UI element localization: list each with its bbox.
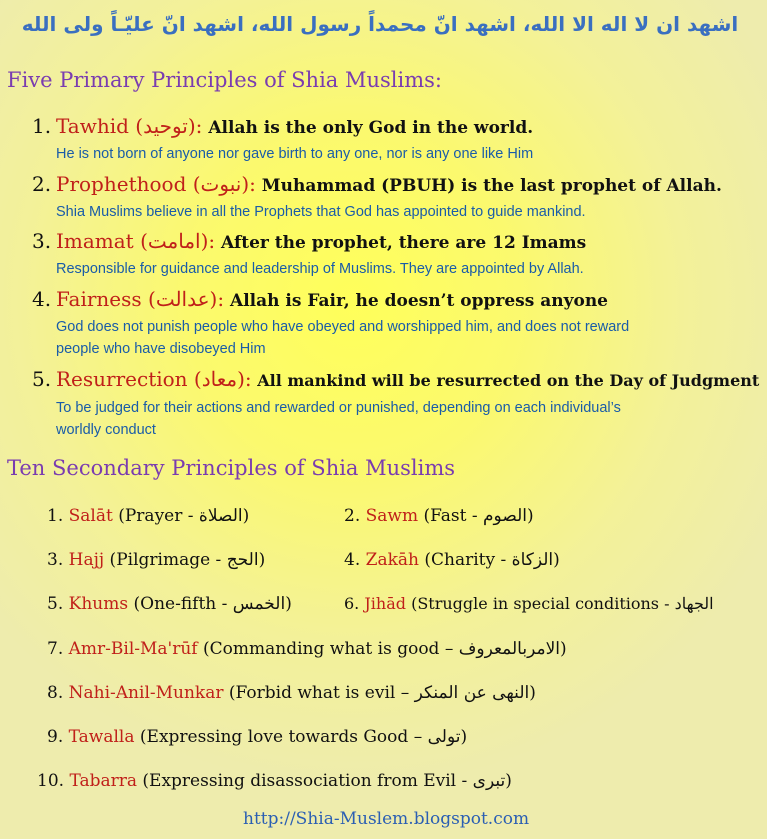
principle-description: (Struggle in special conditions - الجهاد bbox=[405, 594, 714, 613]
secondary-item-zakah bbox=[344, 550, 560, 570]
primary-subtext-prophethood: Shia Muslims believe in all the Prophets that God has appointed to guide mankind. bbox=[56, 204, 586, 220]
item-number: 4. bbox=[344, 550, 361, 570]
principle-name: Sawm bbox=[365, 506, 419, 526]
item-number: 1. bbox=[47, 506, 64, 526]
secondary-item-tawalla bbox=[47, 727, 467, 747]
item-number: 2. bbox=[32, 172, 52, 196]
primary-principles-title: Five Primary Principles of Shia Muslims: bbox=[7, 68, 442, 92]
primary-subtext-resurrection-cont: worldly conduct bbox=[56, 422, 156, 438]
item-number: 4. bbox=[32, 287, 52, 311]
principle-description: (One-fifth - الخمس) bbox=[128, 594, 292, 614]
principle-description: (Forbid what is evil – النهى عن المنكر) bbox=[223, 683, 536, 703]
principle-name: Hajj bbox=[68, 550, 105, 570]
secondary-item-jihad bbox=[344, 594, 714, 613]
blog-url-link[interactable]: http://Shia-Muslem.blogspot.com bbox=[243, 809, 530, 829]
principle-description: (Pilgrimage - الحج) bbox=[104, 550, 266, 570]
primary-item-resurrection bbox=[32, 367, 759, 391]
principle-name: Amr-Bil-Ma'rūf bbox=[68, 639, 198, 659]
primary-subtext-fairness-cont: people who have disobeyed Him bbox=[56, 341, 266, 357]
principle-description: (Expressing disassociation from Evil - تبرى) bbox=[137, 771, 512, 791]
principle-description: Muhammad (PBUH) is the last prophet of Allah. bbox=[255, 176, 722, 196]
item-number: 10. bbox=[37, 771, 65, 791]
item-number: 5. bbox=[47, 594, 64, 614]
secondary-item-nahi-anil-munkar bbox=[47, 683, 536, 703]
item-number: 8. bbox=[47, 683, 64, 703]
principle-name: Tawalla bbox=[68, 727, 135, 747]
principle-name: Salāt bbox=[68, 506, 113, 526]
principle-name: Prophethood (نبوت): bbox=[56, 172, 256, 196]
secondary-item-amr-bil-maruf bbox=[47, 639, 567, 659]
principle-name: Zakāh bbox=[365, 550, 419, 570]
secondary-item-hajj bbox=[47, 550, 265, 570]
secondary-item-sawm bbox=[344, 506, 534, 526]
principle-name: Nahi-Anil-Munkar bbox=[68, 683, 224, 703]
primary-subtext-fairness: God does not punish people who have obeyed and worshipped him, and does not reward bbox=[56, 319, 630, 335]
primary-item-prophethood bbox=[32, 172, 722, 196]
secondary-principles-title: Ten Secondary Principles of Shia Muslims bbox=[7, 456, 456, 480]
principle-description: (Prayer - الصلاة) bbox=[112, 506, 250, 526]
principle-name: Jihād bbox=[364, 594, 406, 613]
principle-description: (Charity - الزكاة) bbox=[418, 550, 560, 570]
principle-name: Imamat (امامت): bbox=[56, 229, 216, 253]
principle-name: Khums bbox=[68, 594, 129, 614]
principle-description: Allah is the only God in the world. bbox=[202, 118, 534, 138]
principle-name: Fairness (عدالت): bbox=[56, 287, 225, 311]
shahada-header: اشهد ان لا اله الا الله، اشهد انّ محمداً رسول الله، اشهد انّ عليّـاً ولى الله bbox=[21, 12, 739, 36]
principle-description: All mankind will be resurrected on the Day of Judgment bbox=[251, 371, 760, 390]
principle-description: (Fast - الصوم) bbox=[418, 506, 534, 526]
primary-item-imamat bbox=[32, 229, 586, 253]
item-number: 3. bbox=[32, 229, 52, 253]
item-number: 2. bbox=[344, 506, 361, 526]
secondary-item-khums bbox=[47, 594, 292, 614]
primary-item-fairness bbox=[32, 287, 608, 311]
item-number: 9. bbox=[47, 727, 64, 747]
principle-name: Tawhid (توحيد): bbox=[56, 114, 203, 138]
item-number: 3. bbox=[47, 550, 64, 570]
item-number: 5. bbox=[32, 367, 52, 391]
item-number: 1. bbox=[32, 114, 52, 138]
primary-subtext-resurrection: To be judged for their actions and rewarded or punished, depending on each individual’s bbox=[56, 400, 621, 416]
principle-description: Allah is Fair, he doesn’t oppress anyone bbox=[224, 291, 608, 311]
primary-subtext-tawhid: He is not born of anyone nor gave birth to any one, nor is any one like Him bbox=[56, 146, 534, 162]
principle-description: After the prophet, there are 12 Imams bbox=[215, 233, 587, 253]
secondary-item-tabarra bbox=[37, 771, 512, 791]
secondary-item-salat bbox=[47, 506, 249, 526]
principle-name: Resurrection (معاد): bbox=[56, 367, 252, 391]
primary-item-tawhid bbox=[32, 114, 533, 138]
principle-name: Tabarra bbox=[69, 771, 138, 791]
primary-subtext-imamat: Responsible for guidance and leadership of Muslims. They are appointed by Allah. bbox=[56, 261, 584, 277]
item-number: 7. bbox=[47, 639, 64, 659]
item-number: 6. bbox=[344, 594, 360, 613]
principle-description: (Commanding what is good – الامربالمعروف) bbox=[197, 639, 567, 659]
principle-description: (Expressing love towards Good – تولى) bbox=[134, 727, 468, 747]
